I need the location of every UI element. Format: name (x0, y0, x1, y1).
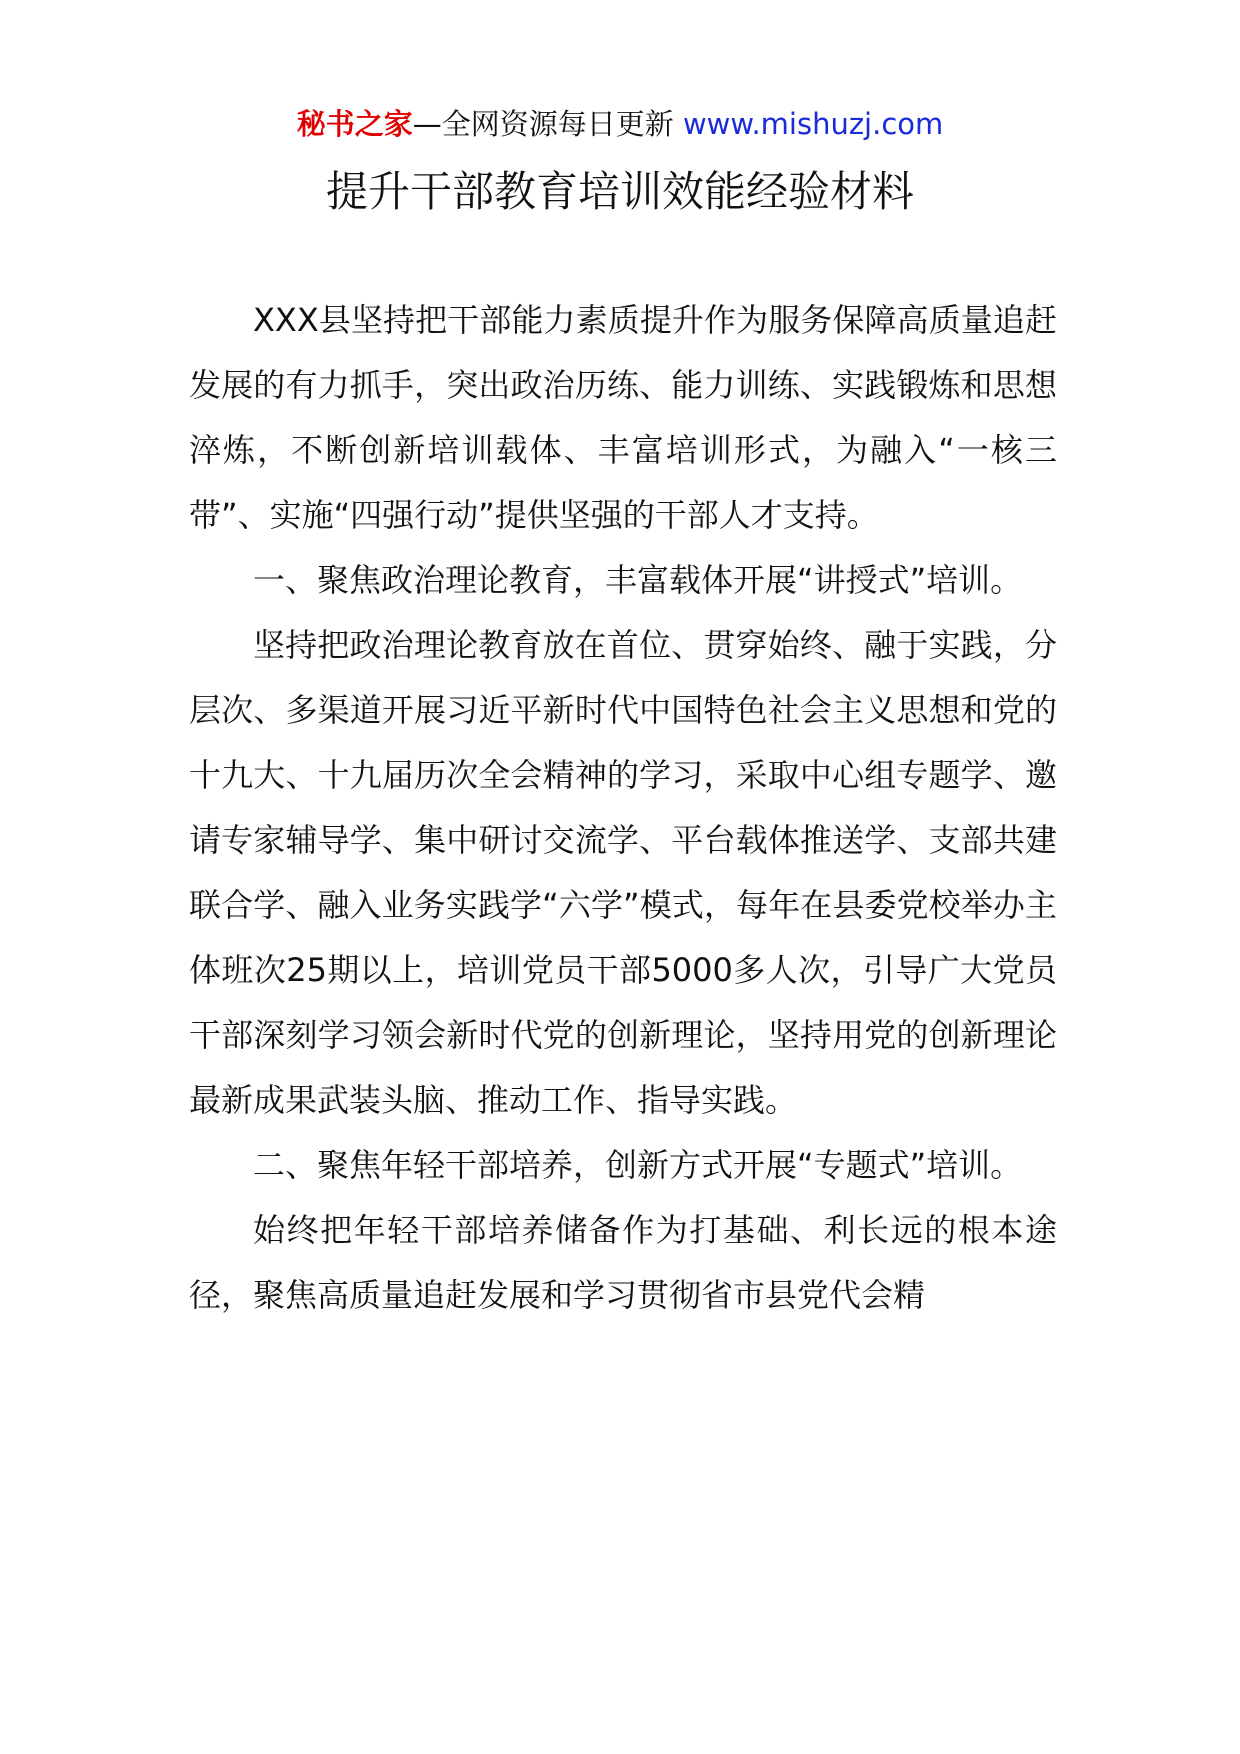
intro-paragraph: XXX县坚持把干部能力素质提升作为服务保障高质量追赶发展的有力抓手，突出政治历练、能力训练、实践锻炼和思想淬炼，不断创新培训载体、丰富培训形式，为融入“一核三带”、实施“四强行动”提供坚强的干部人才支持。 (189, 301, 1057, 534)
document-body (189, 288, 1057, 1328)
section-heading-2: 二、聚焦年轻干部培养，创新方式开展“专题式”培训。 (253, 1146, 1023, 1184)
site-header (0, 104, 1240, 144)
site-brand: 秘书之家 (296, 107, 413, 141)
section-paragraph-1: 坚持把政治理论教育放在首位、贯穿始终、融于实践，分层次、多渠道开展习近平新时代中国特色社会主义思想和党的十九大、十九届历次全会精神的学习，采取中心组专题学、邀请专家辅导学、集中研讨交流学、平台载体推送学、支部共建联合学、融入业务实践学“六学”模式，每年在县委党校举办主体班次25期以上，培训党员干部5000多人次，引导广大党员干部深刻学习领会新时代党的创新理论，坚持用党的创新理论最新成果武装头脑、推动工作、指导实践。 (189, 626, 1057, 1119)
document-title: 提升干部教育培训效能经验材料 (325, 167, 914, 216)
site-url-link[interactable]: www.mishuzj.com (682, 107, 944, 141)
section-heading-1: 一、聚焦政治理论教育，丰富载体开展“讲授式”培训。 (253, 561, 1023, 599)
site-tagline: —全网资源每日更新 (412, 107, 683, 141)
section-paragraph-2: 始终把年轻干部培养储备作为打基础、利长远的根本途径，聚焦高质量追赶发展和学习贯彻省市县党代会精 (189, 1211, 1057, 1314)
